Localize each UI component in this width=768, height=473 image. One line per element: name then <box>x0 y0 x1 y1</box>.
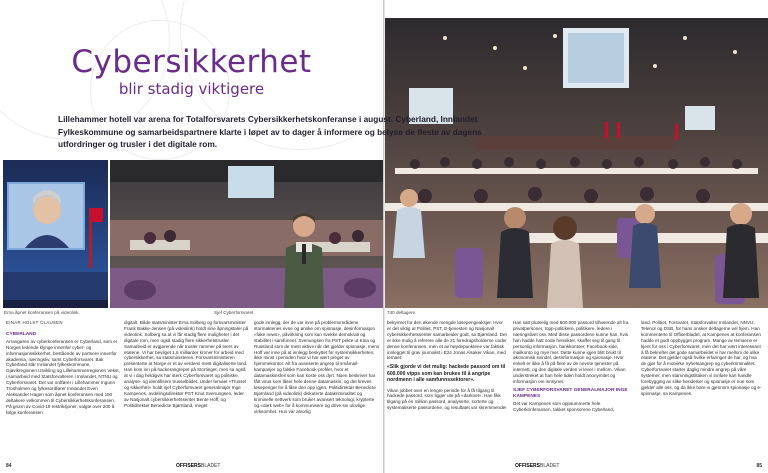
text-column-2 <box>124 320 250 456</box>
body-text: Arrangøren av cyberkonferansen er Cyberland, som er Norges ledende klynge innenfor cyber- og informasjonssikkerhet, bestående av partnere innenfor akademia, næringsliv, samt Cyberforsvaret. Bak Cyberland står Innlandet fylkeskommune, Gjøvikregionen Utvikling og Lillehammerregionen Vekst, i samarbeid med Statsforvalteren i Innlandet, NTNU og Cyberforsvaret. Det var ordfører i Lillehammer Ingunn Trosholmen og fylkesordfører Innlandet Even Aleksander Hagen som åpnet konferansen med 150 deltakere velkommen til Cybersikkerhetskonferansen. På grunn av Covid-19 restriksjoner, valgte over 200 å følge konferansen <box>6 338 120 415</box>
photo-cyberforsvaret <box>110 160 383 308</box>
caption-videolink: Erna åpnet konferansen på videolink. <box>4 310 80 315</box>
section-head-cyberland: CYBERLAND <box>6 331 37 337</box>
text-column-3 <box>254 320 380 456</box>
article-subtitle: blir stadig viktigere <box>118 80 265 98</box>
text-column-6 <box>641 320 763 456</box>
body-text: bekymret for den økende mengde løsepengeaksjer. Hvor er det viktig at Politiet, PST, E-tjenesten og Nasjonalt cybersikkerhetssenter samarbeider godt, sa Bjørnland. Det er ikke mulig å referere alle de 21 foredragsholderne under denne konferansen, men et av høydepunktene var faktisk innlegget til grav journalist i E24 Jonas Alsaker Vikan, med temaet: <box>387 320 507 361</box>
body-text: gode innlegg, der de var inne på problemområdene stormaktenes evne og ønske om spionasje, desinformasjon «fake news», påvirkning som kan svekke demokrati og stabilitet i samfunnet. Svenungsen fra PST pekte ut Kina og Russland som de mest aktive når det gjelder spionasje, mens Hoff var inne på at innlegg beskyttet for systemsikkerheten, ikke minst i perioden hvor vi har vært preget av hjemmekontor. Alt fra avanserte angrep til småmail-kampanjer og falske Facebook-profiler, hvor et datamaskinsfeil som kan koste oss dyrt. Noen beskriver har fått virus som låser hele denne datamaskin, og det kreves løsepenger for å låse den opp igjen. Politidirektør Benedicte Bjørnland (på videolink) diskuterte datakriminalitet og kriminelle nettverk som bruker avansert teknologi, krypterte og «dark web» for å kommunisere og drive sin ulovlige virksomhet. Hun var alvorlig <box>254 320 380 414</box>
brand-name-suffix: BLADET <box>201 463 221 469</box>
body-text: land, Politiet, Forsvaret, Statsforvalter Innlandet, NNVU, Telenor og DSB, for hans onsker deltagerne vel hjem. Han kommenterte til Offiserbladet, at Kampenes at konferansen hadde et godt oppbygget program. Mange av temaene er kjent for oss i Cyberforsvaret, men det har vært interessant å få bekreftet det gode samarbeidet vi har mellom de ulike etatene. Det gjelder også hvilke erfaringer de har, og hva de gjør for å motvirke nyhetsangrep og cyberkriminalitet. Cyberforsvaret starter daglig mindre angrep på våre systemer, men stamningstiltaken vi innføre kan handle forebygging av slike hendelser og spionasje er noe som gjelder alle oss, og da ikke bare vi gjennom spionasje og e-spionasje, sa Kampenes. <box>641 320 762 396</box>
body-text: Det var Kampenes som oppsummerte hele Cyberkonferansen, takket sponsorene Cyberland, <box>513 400 615 412</box>
footer-brand-right <box>515 463 559 469</box>
text-column-4 <box>387 320 507 456</box>
photo-conference-hall <box>385 18 768 308</box>
photo-videolink <box>3 160 108 308</box>
text-column-5 <box>513 320 635 456</box>
footer-brand-left <box>176 463 220 469</box>
photo-conference-hall-image <box>385 18 768 308</box>
right-page <box>385 0 768 473</box>
page-number-left: 84 <box>6 463 12 469</box>
caption-cyberforsvaret: Sjef Cyberforsvaret <box>214 310 254 315</box>
page-number-right: 85 <box>756 463 762 469</box>
brand-name: OFFISERS <box>176 463 202 469</box>
pull-quote: «Slik gjorde vi det mulig: hackede passord om til 600.000 vipps som kan brukes til å angripe nordmenn i alle samfunnssektorer». <box>387 364 506 384</box>
body-text: Vikan jobbet over en lengre periode for å få tilgang til hackede passord, som ligger ute på «darknet». Han fikk tilgang på én million passord, analyserte, sorterte og systematiserte passordene, og resultatet var skremmende! <box>387 387 507 411</box>
caption-conference-hall: 740 deltagere. <box>387 310 417 315</box>
body-text: digitalt. Både statsminister Erna Solberg og forsvarsminister Frank Bakke-Jensen (på videolink) holdt sine åpningstaler på videolink. Solberg sa at vi får stadig flere muligheter i det digitale rom, men også stadig flere sikkerhetstrusler. Samarbeid er avgjørende når trusler rammer på tvers av etatene. Vi har bevilget 1,6 milliarder kroner for arbeid med cybersikkerhet, sa statsministeren. Forsvarsministeren presenterte at Norge er et av verdens mest digitaliserte land. Han kom inn på hackerangrepet på Stortinget, men sa også at vi i dag heldigvis har sterk Cyberforsvaret og politiske, analyse- og identifisere trusselbildet. Under temaet «Trussel og sikkerhet» holdt sjef Cyberforsvaret generalmajor Inge Kampenes, avdelingsdirektør PST Knut Svenungsen, leder av Nasjonalt cybersikkerhetssenter Bente Hoff, og Politidirektør Benedicte Bjørnland, meget <box>124 320 249 408</box>
article-ingress: Lillehammer hotell var arena for Totalforsvarets Cybersikkerhetskonferanse i august. Cyberland, Innlandet Fylkeskommune og samarbeidspartnere klarte i løpet av to dager å informere og belyse de fleste av dagens utfordringer og trusler i det digitale rom. <box>58 114 482 150</box>
article-title: Cybersikkerhet <box>71 44 312 80</box>
text-column-1 <box>6 320 121 456</box>
left-page <box>0 0 383 473</box>
brand-name: OFFISERS <box>515 463 541 469</box>
photo-cyberforsvaret-image <box>110 160 383 308</box>
byline: EINAR HOLST CLAUSEN <box>6 320 63 325</box>
section-head-kampenes: SJEF CYBERFORSVARET GENERALMAJOR INGE KAMPENES <box>513 387 628 399</box>
body-text: Han satt plutselig med 600.000 passord tilhørende alt fra privatpersoner, topp-politikere, politikere, ledere i næringslivet osv. Med disse passordene kunne han, hvis han hadde hatt onde hensikter, skaffet seg til gang til personlig informasjon, bankkontoer, Facebook-side, mailkonto og mye mer. Dette kunne igjen blitt brukt til økonomisk svindel, desinformasjon og spionasje. Hvor enkelt er ikke å få på flere av de nevnte tjenester på internett, og den digitale verden vi lever i mellom. Vikan understreket at han hele tiden holdt anonymitet og informasjon om innsynet. <box>513 320 629 385</box>
photo-videolink-image <box>3 160 108 308</box>
brand-name-suffix: BLADET <box>540 463 560 469</box>
